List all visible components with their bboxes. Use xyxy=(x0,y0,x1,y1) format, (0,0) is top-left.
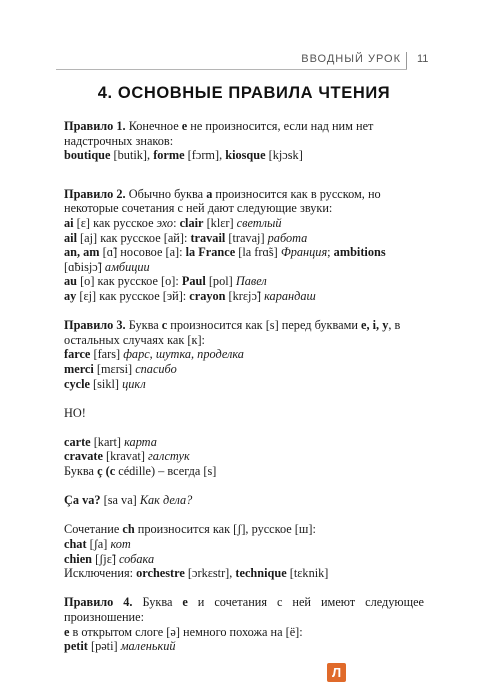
sound-text: [ɛj] как русское [эй]: xyxy=(76,288,190,303)
rule4-statement xyxy=(64,595,424,624)
transcription: [ʃa] xyxy=(86,537,111,552)
transcription: [la frɑ̃s] xyxy=(235,245,281,260)
transcription: [fars] xyxy=(90,347,124,362)
example-word: Paul xyxy=(181,274,206,289)
example-word: ambitions xyxy=(333,245,386,260)
ch-rule-line xyxy=(64,522,424,537)
spacer xyxy=(64,304,424,319)
translation: фарс, шутка, проделка xyxy=(123,347,244,362)
transcription: [klɛr] xyxy=(203,215,237,230)
section-title: ВВОДНЫЙ УРОК xyxy=(301,53,401,65)
letter-combo: an, am xyxy=(64,245,100,260)
rule2-label: Правило 2. xyxy=(64,186,126,201)
separator: : xyxy=(173,215,180,230)
header-rule xyxy=(56,69,407,70)
rule2-line-an-am xyxy=(64,245,424,274)
transcription: [sikl] xyxy=(89,376,123,391)
rule3-statement xyxy=(64,318,424,347)
transcription: [mɛrsi] xyxy=(93,361,136,376)
translation: работа xyxy=(267,230,308,245)
sound-text: [o] как русское [о]: xyxy=(77,274,182,289)
example-word: boutique xyxy=(64,148,111,163)
transcription: [travaj] xyxy=(225,230,268,245)
transcription: [kravat] xyxy=(102,449,148,464)
rule1-examples xyxy=(64,148,424,163)
letter-combo: ch xyxy=(122,522,135,537)
translation: амбиции xyxy=(104,259,150,274)
rule1-label: Правило 1. xyxy=(64,119,126,133)
transcription: [tɛknik] xyxy=(286,566,329,581)
rule1-text-b: не произносится, если над ним нет надстрочных знаков: xyxy=(64,119,374,148)
transcription: [krɛjɔ̃] xyxy=(225,288,265,303)
rule2-statement xyxy=(64,187,424,216)
transcription: [ʃjɛ̃] xyxy=(92,551,120,566)
translation: спасибо xyxy=(135,361,177,376)
translation: галстук xyxy=(148,449,190,464)
spacer xyxy=(64,420,424,435)
cedille-letter: ç (c xyxy=(97,464,116,479)
rule2-text-b: произносится как в русском, но некоторые сочетания с ней дают следующие звуки: xyxy=(64,186,381,216)
transcription: [kart] xyxy=(90,434,125,449)
rule2-line-ail xyxy=(64,231,424,246)
rule3-text-a: Буква xyxy=(125,318,162,333)
rule4-letter: e xyxy=(182,595,188,610)
translation: Франция xyxy=(280,245,328,260)
example-word: Ça va? xyxy=(64,493,101,508)
transcription: [ɑ̃bisjɔ̃] xyxy=(64,259,105,274)
example-line xyxy=(64,449,424,464)
example-word: technique xyxy=(235,566,287,581)
translation: карандаш xyxy=(264,288,316,303)
rule2-letter: a xyxy=(206,186,213,201)
example-word: travail xyxy=(190,230,226,245)
example-word: cycle xyxy=(64,376,90,391)
example-line xyxy=(64,552,424,567)
chapter-title: 4. ОСНОВНЫЕ ПРАВИЛА ЧТЕНИЯ xyxy=(97,84,391,102)
letter-combo: ai xyxy=(64,215,74,230)
ch-text-b: произносится как [ʃ], русское [ш]: xyxy=(134,522,316,537)
translation: собака xyxy=(119,551,155,566)
rule1-letter: e xyxy=(181,119,188,133)
example-word: cravate xyxy=(64,449,103,464)
rule4-label: Правило 4. xyxy=(64,595,133,610)
page-number: 11 xyxy=(417,53,429,65)
rule2-text-a: Обычно буква xyxy=(125,186,207,201)
rule4-text-a: Буква xyxy=(132,595,183,610)
example-line xyxy=(64,377,424,392)
rule2-line-au xyxy=(64,274,424,289)
example-word: chat xyxy=(64,537,87,552)
rule3-letter: c xyxy=(161,318,168,333)
example-word: carte xyxy=(64,434,91,449)
example-line xyxy=(64,362,424,377)
transcription: [butik], xyxy=(110,148,154,163)
rule3-label: Правило 3. xyxy=(64,318,126,333)
transcription: [sa va] xyxy=(100,493,140,508)
translation: кот xyxy=(110,537,131,552)
transcription: [fɔrm], xyxy=(184,148,226,163)
example-word: orchestre xyxy=(136,566,185,581)
rule1-statement xyxy=(64,119,424,148)
letter-combo: e xyxy=(64,624,70,639)
letter-combo: ail xyxy=(64,230,77,245)
translation: маленький xyxy=(120,639,176,654)
example-word: crayon xyxy=(189,288,226,303)
example-line xyxy=(64,347,424,362)
example-word: chien xyxy=(64,551,93,566)
example-word: kiosque xyxy=(225,148,266,163)
rule2-line-ay xyxy=(64,289,424,304)
header-separator xyxy=(406,52,407,70)
transcription: [ɔrkɛstr], xyxy=(184,566,236,581)
example-word: petit xyxy=(64,639,88,654)
example-line xyxy=(64,639,424,654)
spacer xyxy=(64,163,424,187)
example-word: clair xyxy=(179,215,204,230)
example-word: merci xyxy=(64,361,94,376)
translation: светлый xyxy=(236,215,282,230)
sound-text: [aj] как русское [ай]: xyxy=(76,230,191,245)
rule4-line-e xyxy=(64,625,424,640)
example-word: forme xyxy=(153,148,185,163)
transcription: [pəti] xyxy=(87,639,121,654)
ch-text-a: Сочетание xyxy=(64,522,123,537)
rule3-text-c: , в остальных случаях как [к]: xyxy=(64,318,401,347)
translation: карта xyxy=(124,434,157,449)
separator: ; xyxy=(327,245,334,260)
example-line xyxy=(64,493,424,508)
publisher-logo-badge: Л xyxy=(327,663,346,682)
example-word: farce xyxy=(64,347,91,362)
transcription: [kjɔsk] xyxy=(265,148,303,163)
example-line xyxy=(64,435,424,450)
running-header xyxy=(0,52,477,70)
rule1-text-a: Конечное xyxy=(125,119,182,133)
cedille-line xyxy=(64,464,424,479)
example-line xyxy=(64,537,424,552)
rule2-line-ai xyxy=(64,216,424,231)
cedille-text-a: Буква xyxy=(64,464,98,479)
but-note: НО! xyxy=(64,405,86,420)
russian-word: эхо xyxy=(156,215,174,230)
spacer xyxy=(64,508,424,523)
translation: цикл xyxy=(122,376,146,391)
rule4-text-b: и сочетания с ней имеют следующее произношение: xyxy=(64,595,424,624)
rule3-text-b: произносится как [s] перед буквами xyxy=(167,318,362,333)
example-word: la France xyxy=(185,245,236,260)
letter-combo: au xyxy=(64,274,77,289)
rule3-letters: e, i, y xyxy=(361,318,389,333)
cedille-text-b: cédille) – всегда [s] xyxy=(115,464,217,479)
translation: Павел xyxy=(235,274,267,289)
translation: Как дела? xyxy=(139,493,193,508)
sound-text: в открытом слоге [ə] немного похожа на [ё]: xyxy=(69,624,303,639)
spacer xyxy=(64,391,424,406)
spacer xyxy=(64,581,424,596)
exceptions-line xyxy=(64,566,424,581)
sound-text: [ɑ̃] носовое [а]: xyxy=(99,245,186,260)
spacer xyxy=(64,479,424,494)
sound-text: [ɛ] как русское xyxy=(73,215,157,230)
transcription: [pol] xyxy=(205,274,236,289)
letter-combo: ay xyxy=(64,288,77,303)
exceptions-label: Исключения: xyxy=(64,566,137,581)
page-content xyxy=(64,84,424,654)
